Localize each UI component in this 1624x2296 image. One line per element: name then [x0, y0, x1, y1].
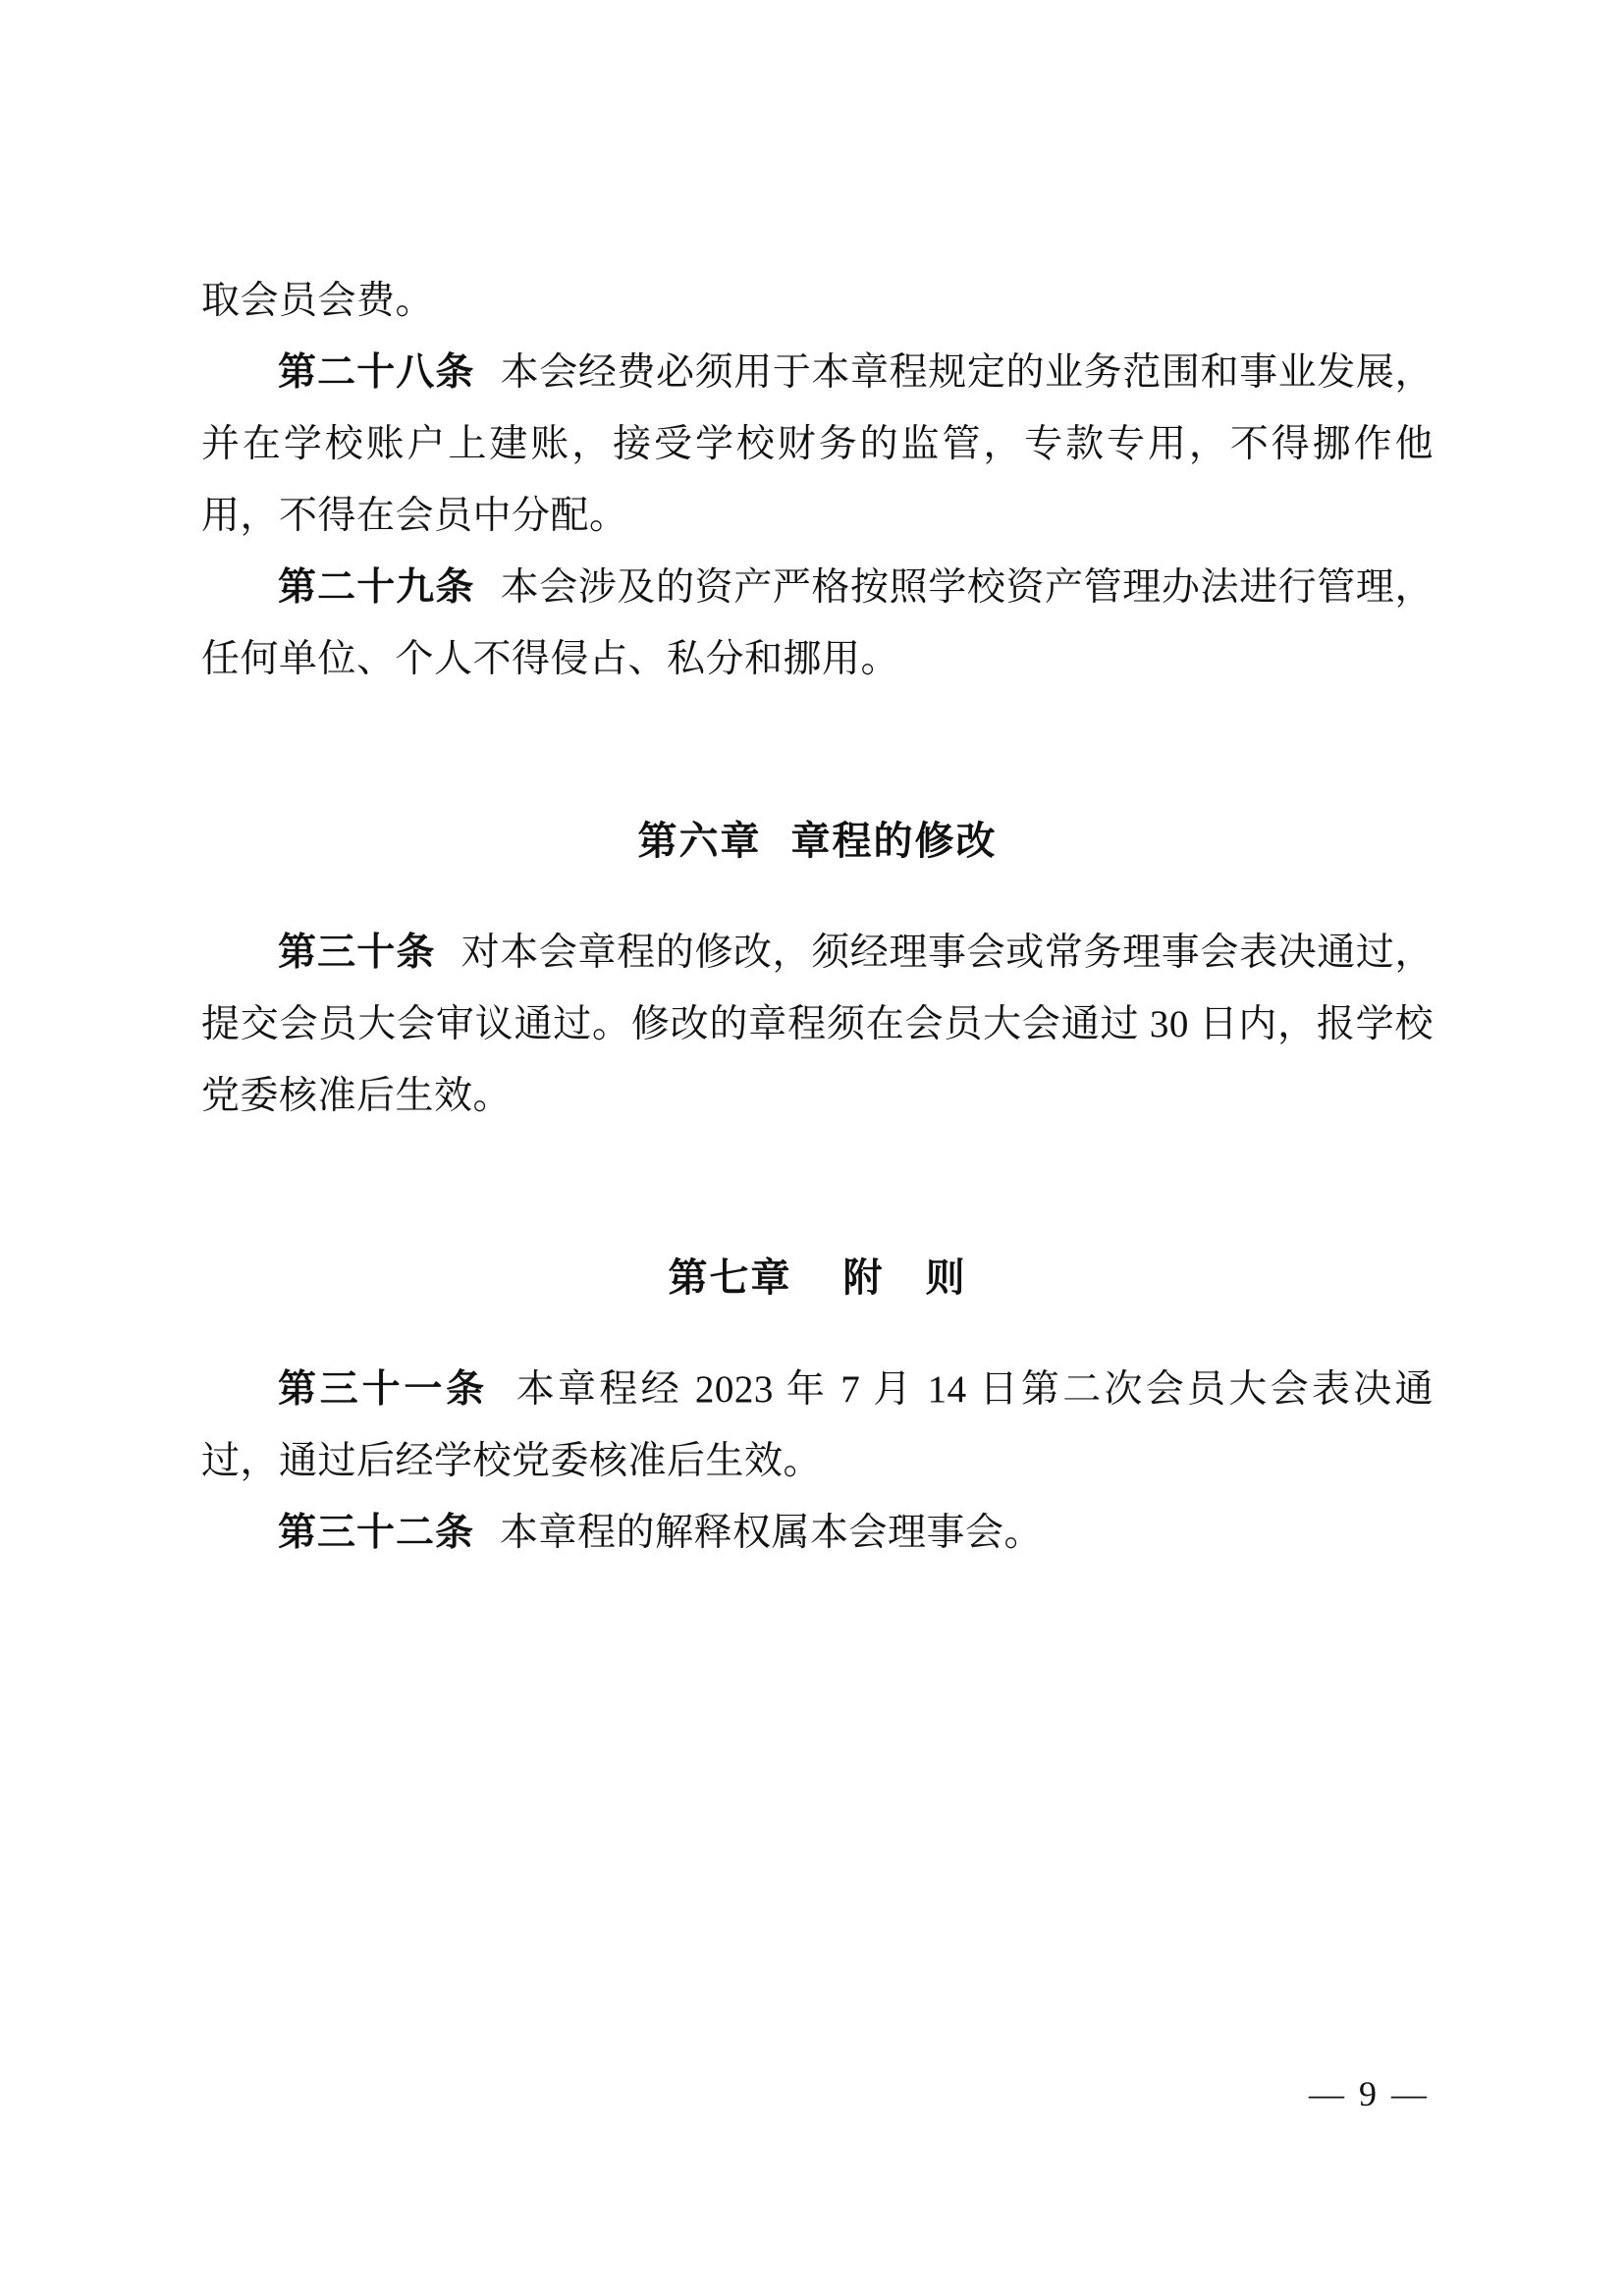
article-32-text: 本章程的解释权属本会理事会。	[500, 1512, 1044, 1554]
article-30-text: 对本会章程的修改，须经理事会或常务理事会表决通过，提交会员大会审议通过。修改的章程须在会员大会通过 30 日内，报学校党委核准后生效。	[201, 932, 1434, 1117]
article-29-text: 本会涉及的资产严格按照学校资产管理办法进行管理，任何单位、个人不得侵占、私分和挪用。	[201, 566, 1434, 680]
article-28	[201, 337, 1434, 552]
chapter-7-title: 附 则	[842, 1255, 967, 1301]
page-content	[201, 265, 1434, 1569]
article-31-text: 本章程经 2023 年 7 月 14 日第二次会员大会表决通过，通过后经学校党委核准后生效。	[201, 1368, 1434, 1482]
chapter-heading-7	[201, 1243, 1434, 1314]
chapter-heading-6	[201, 806, 1434, 878]
article-31	[201, 1354, 1434, 1497]
chapter-7-number: 第七章	[668, 1255, 792, 1301]
article-30	[201, 917, 1434, 1132]
article-28-label: 第二十八条	[278, 351, 475, 394]
spacer-before-chapter-6	[201, 695, 1434, 767]
paragraph-continuation-text: 取会员会费。	[201, 280, 435, 322]
article-28-text: 本会经费必须用于本章程规定的业务范围和事业发展，并在学校账户上建账，接受学校财务的监管，专款专用，不得挪作他用，不得在会员中分配。	[201, 351, 1434, 537]
article-29	[201, 552, 1434, 695]
paragraph-continuation	[201, 265, 1434, 337]
article-30-label: 第三十条	[278, 932, 436, 974]
chapter-6-number: 第六章	[637, 819, 762, 864]
page-number: — 9 —	[1309, 2074, 1430, 2113]
article-29-label: 第二十九条	[278, 566, 475, 609]
chapter-6-title: 章程的修改	[790, 819, 998, 864]
article-31-label: 第三十一条	[278, 1368, 488, 1411]
article-32	[201, 1497, 1434, 1569]
spacer-before-chapter-7	[201, 1132, 1434, 1203]
article-32-label: 第三十二条	[278, 1512, 475, 1554]
